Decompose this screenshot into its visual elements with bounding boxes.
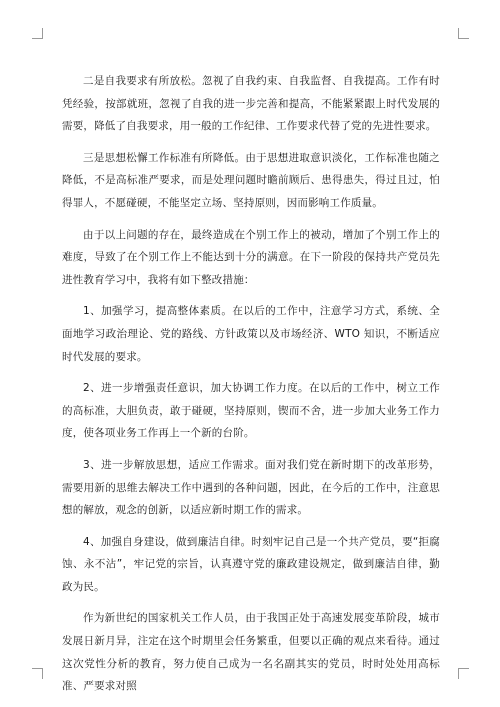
paragraph-measures-intro: 由于以上问题的存在，最终造成在个别工作上的被动，增加了个别工作上的难度，导致了在个别工作上不能达到十分的满意。在下一阶段的保持共产党员先进性教育学习中，我将有如下整改措施：: [62, 228, 440, 286]
paragraph-self-requirement: 二是自我要求有所放松。忽视了自我约束、自我监督、自我提高。工作有时凭经验，按部就班，忽视了自我的进一步完善和提高，不能紧紧跟上时代发展的需要，降低了自我要求，用一般的工作纪律、工作要求代替了党的先进性要求。: [62, 75, 440, 133]
crop-mark-top-left: [32, 28, 43, 39]
paragraph-measure-1: 1、加强学习，提高整体素质。在以后的工作中，注意学习方式，系统、全面地学习政治理论、党的路线、方针政策以及市场经济、WTO 知识，不断适应时代发展的要求。: [62, 305, 440, 363]
document-body: [62, 70, 440, 698]
paragraph-measure-3: 3、进一步解放思想，适应工作需求。面对我们党在新时期下的改革形势，需要用新的思维去解决工作中遇到的各种问题，因此，在今后的工作中，注意思想的解放，观念的创新，以适应新时期工作的需求。: [62, 458, 440, 517]
crop-mark-bottom-left: [32, 668, 43, 679]
paragraph-measure-4: 4、加强自身建设，做到廉洁自律。时刻牢记自己是一个共产党员，要“拒腐蚀、永不沾”，牢记党的宗旨，认真遵守党的廉政建设规定，做到廉洁自律，勤政为民。: [62, 535, 440, 593]
crop-mark-bottom-right: [458, 668, 469, 679]
paragraph-conclusion: 作为新世纪的国家机关工作人员，由于我国正处于高速发展变革阶段，城市发展日新月异，注定在这个时期里会任务繁重，但要以正确的观点来看待。通过这次党性分析的教育，努力使自己成为一名名副其实的党员，时时处处用高标准、严要求对照: [62, 612, 440, 693]
paragraph-work-standard: 三是思想松懈工作标准有所降低。由于思想进取意识淡化，工作标准也随之降低，不是高标准严要求，而是处理问题时瞻前顾后、患得患失，得过且过，怕得罪人，不愿碰硬，不能坚定立场、坚持原则，因而影响工作质量。: [62, 151, 440, 209]
paragraph-measure-2: 2、进一步增强责任意识，加大协调工作力度。在以后的工作中，树立工作的高标准，大胆负责，敢于碰硬，坚持原则，锲而不舍，进一步加大业务工作力度，使各项业务工作再上一个新的台阶。: [62, 382, 440, 440]
crop-mark-top-right: [458, 28, 469, 39]
